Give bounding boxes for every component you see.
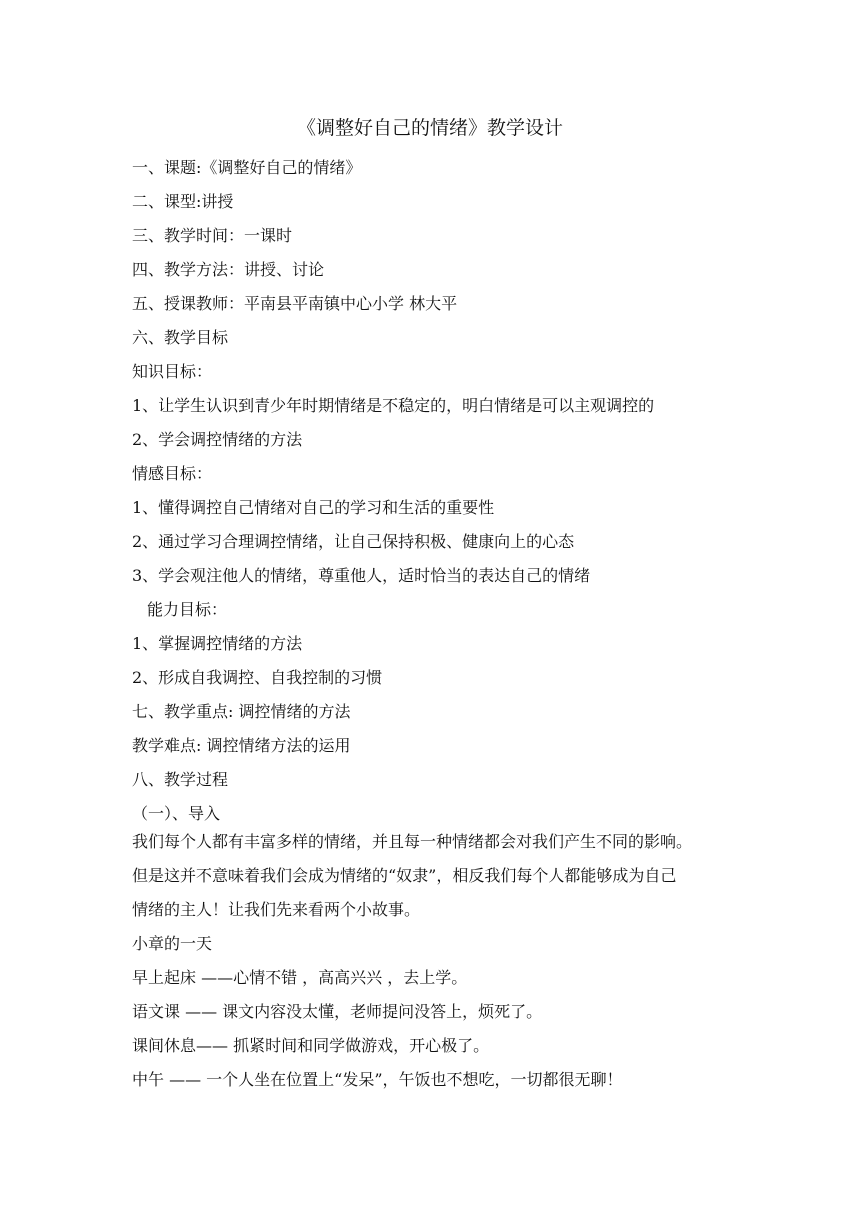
outline-line: （一）、导入 [132, 804, 221, 823]
outline-list [132, 151, 752, 831]
outline-line: 一、课题:《调整好自己的情绪》 [132, 158, 362, 177]
outline-line: 六、教学目标 [132, 328, 229, 347]
intro-line: 早上起床 ——心情不错 ，高高兴兴 ，去上学。 [132, 968, 468, 987]
outline-line: 七、教学重点: 调控情绪的方法 [132, 702, 351, 721]
intro-line: 课间休息—— 抓紧时间和同学做游戏，开心极了。 [132, 1036, 490, 1055]
intro-line: 语文课 —— 课文内容没太懂，老师提问没答上，烦死了。 [132, 1002, 543, 1021]
intro-line: 但是这并不意味着我们会成为情绪的“奴隶”，相反我们每个人都能够成为自己 [132, 866, 677, 885]
outline-line: 教学难点: 调控情绪方法的运用 [132, 736, 351, 755]
outline-line: 三、教学时间：一课时 [132, 226, 293, 245]
outline-line: 情感目标： [132, 464, 213, 483]
intro-line: 中午 —— 一个人坐在位置上“发呆”，午饭也不想吃，一切都很无聊！ [132, 1070, 623, 1089]
outline-line: 1、让学生认识到青少年时期情绪是不稳定的，明白情绪是可以主观调控的 [132, 396, 655, 415]
intro-section [132, 825, 752, 1097]
outline-line: 2、学会调控情绪的方法 [132, 430, 303, 449]
outline-line: 四、教学方法：讲授、讨论 [132, 260, 325, 279]
document-title: 《调整好自己的情绪》教学设计 [296, 117, 563, 139]
outline-line: 二、课型:讲授 [132, 192, 234, 211]
intro-line: 我们每个人都有丰富多样的情绪，并且每一种情绪都会对我们产生不同的影响。 [132, 832, 693, 851]
outline-line: 能力目标： [147, 600, 228, 619]
outline-line: 3、学会观注他人的情绪，尊重他人，适时恰当的表达自己的情绪 [132, 566, 591, 585]
intro-line: 情绪的主人！让我们先来看两个小故事。 [132, 900, 421, 919]
outline-line: 2、形成自我调控、自我控制的习惯 [132, 668, 383, 687]
outline-line: 知识目标： [132, 362, 213, 381]
intro-line: 小章的一天 [132, 934, 213, 953]
outline-line: 2、通过学习合理调控情绪，让自己保持积极、健康向上的心态 [132, 532, 575, 551]
outline-line: 1、懂得调控自己情绪对自己的学习和生活的重要性 [132, 498, 495, 517]
outline-line: 五、授课教师：平南县平南镇中心小学 林大平 [132, 294, 458, 313]
outline-line: 1、掌握调控情绪的方法 [132, 634, 303, 653]
outline-line: 八、教学过程 [132, 770, 229, 789]
